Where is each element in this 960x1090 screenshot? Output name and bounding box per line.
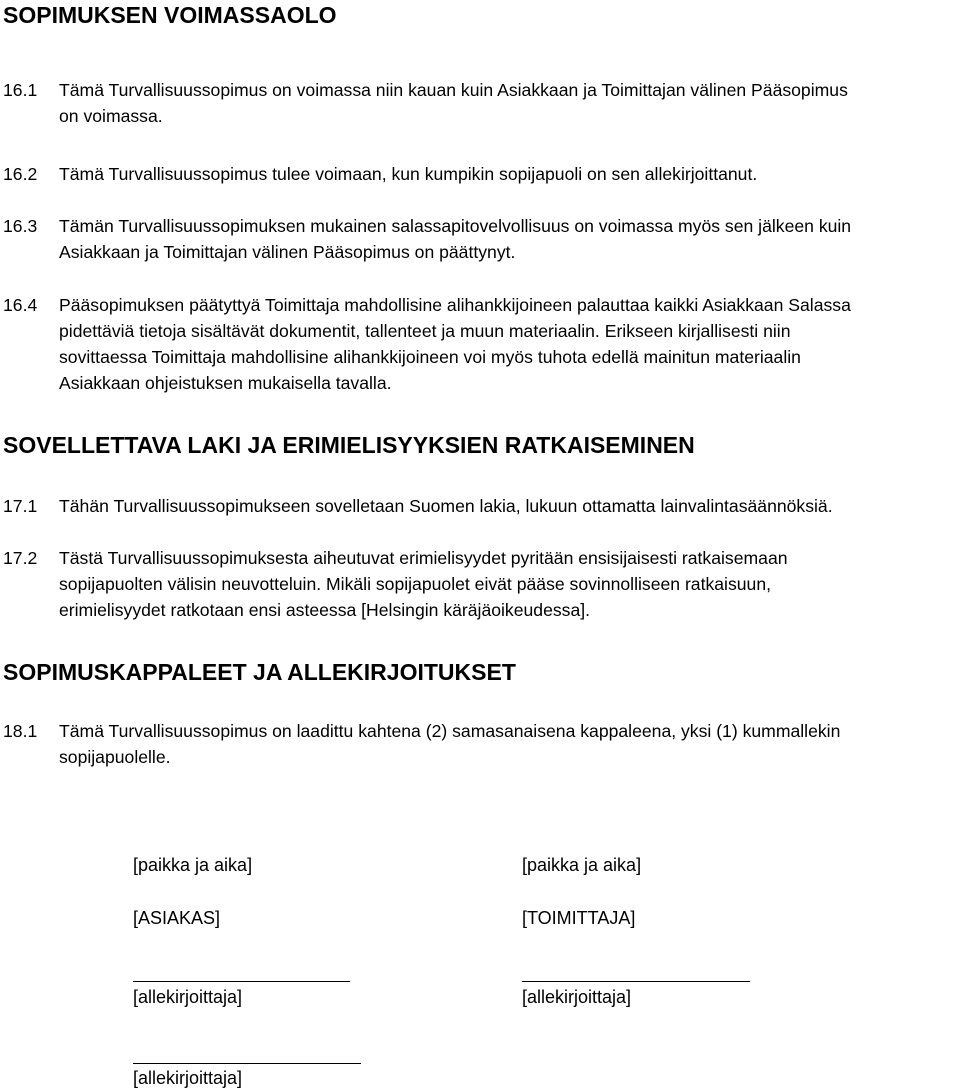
clause-line: Tämä Turvallisuussopimus tulee voimaan, kun kumpikin sopijapuoli on sen allekirjoittanut. <box>59 164 758 184</box>
left-signer-1: [allekirjoittaja] <box>133 987 243 1007</box>
clause-text <box>3 718 958 770</box>
clause-line: Tämä Turvallisuussopimus on laadittu kahtena (2) samasanaisena kappaleena, yksi (1) kummallekin <box>59 721 841 741</box>
right-signature-line-1 <box>522 981 750 982</box>
left-signature-line-2 <box>133 1063 361 1064</box>
clause-16-3 <box>3 213 958 265</box>
section-heading-16: SOPIMUKSEN VOIMASSAOLO <box>3 2 337 28</box>
left-party-name: [ASIAKAS] <box>133 908 221 928</box>
right-signer-1: [allekirjoittaja] <box>522 987 632 1007</box>
clause-line: sopijapuolten välisin neuvotteluin. Mikäli sopijapuolet eivät pääse sovinnolliseen ratkaisuun, <box>59 574 772 594</box>
left-signer-2: [allekirjoittaja] <box>133 1068 243 1088</box>
section-heading-18: SOPIMUSKAPPALEET JA ALLEKIRJOITUKSET <box>3 659 516 685</box>
clause-17-2 <box>3 545 958 623</box>
clause-17-1 <box>3 493 958 519</box>
clause-text <box>3 493 958 519</box>
clause-line: pidettäviä tietoja sisältävät dokumentit, tallenteet ja muun materiaalin. Erikseen kirjallisesti niin <box>59 321 791 341</box>
clause-text <box>3 161 958 187</box>
clause-number: 16.1 <box>3 80 38 100</box>
clause-line: Pääsopimuksen päätyttyä Toimittaja mahdollisine alihankkijoineen palauttaa kaikki Asiakkaan Salassa <box>59 295 851 315</box>
clause-line: Tämä Turvallisuussopimus on voimassa niin kauan kuin Asiakkaan ja Toimittajan välinen Pääsopimus <box>59 80 848 100</box>
clause-line: on voimassa. <box>59 106 163 126</box>
clause-18-1 <box>3 718 958 770</box>
left-signature-line-1 <box>133 981 350 982</box>
section-heading-17: SOVELLETTAVA LAKI JA ERIMIELISYYKSIEN RATKAISEMINEN <box>3 432 695 458</box>
clause-line: Tästä Turvallisuussopimuksesta aiheutuvat erimielisyydet pyritään ensisijaisesti ratkaisemaan <box>59 548 788 568</box>
clause-text <box>3 77 958 129</box>
clause-16-1 <box>3 77 958 129</box>
clause-number: 16.4 <box>3 295 38 315</box>
right-place-date: [paikka ja aika] <box>522 855 642 875</box>
left-place-date: [paikka ja aika] <box>133 855 253 875</box>
clause-line: Asiakkaan ja Toimittajan välinen Pääsopimus on päättynyt. <box>59 242 516 262</box>
clause-line: erimielisyydet ratkotaan ensi asteessa [Helsingin käräjäoikeudessa]. <box>59 600 591 620</box>
clause-line: Tähän Turvallisuussopimukseen sovelletaan Suomen lakia, lukuun ottamatta lainvalintasäännöksiä. <box>59 496 833 516</box>
clause-16-4 <box>3 292 958 396</box>
clause-number: 17.1 <box>3 496 38 516</box>
clause-line: Tämän Turvallisuussopimuksen mukainen salassapitovelvollisuus on voimassa myös sen jälkeen kuin <box>59 216 852 236</box>
clause-number: 16.2 <box>3 164 38 184</box>
clause-16-2 <box>3 161 958 187</box>
clause-number: 18.1 <box>3 721 38 741</box>
right-party-name: [TOIMITTAJA] <box>522 908 636 928</box>
clause-number: 16.3 <box>3 216 38 236</box>
clause-line: Asiakkaan ohjeistuksen mukaisella tavalla. <box>59 373 392 393</box>
clause-text <box>3 545 958 623</box>
clause-text <box>3 213 958 265</box>
clause-number: 17.2 <box>3 548 38 568</box>
clause-line: sopijapuolelle. <box>59 747 171 767</box>
clause-line: sovittaessa Toimittaja mahdollisine alihankkijoineen voi myös tuhota edellä mainitun materiaalin <box>59 347 801 367</box>
clause-text <box>3 292 958 396</box>
